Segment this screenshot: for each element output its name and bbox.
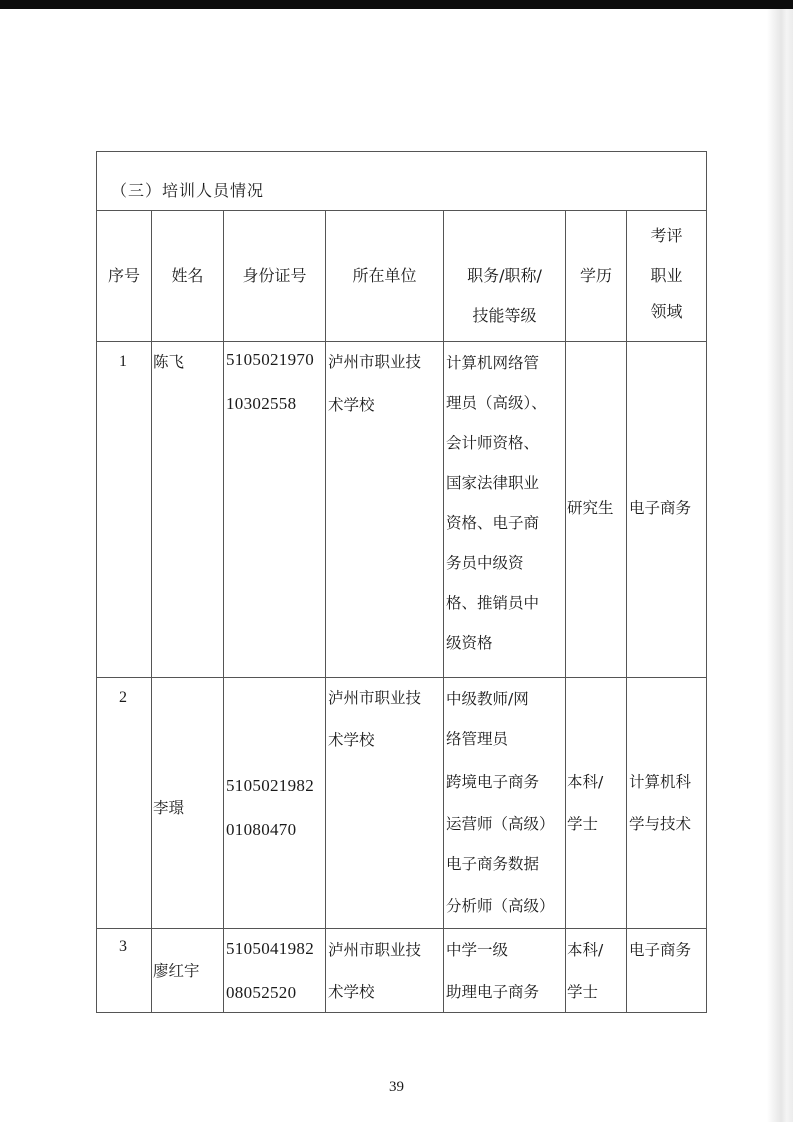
header-name: 姓名	[171, 266, 204, 285]
row2-id-line-2: 01080470	[226, 820, 297, 839]
row3-id-line-2: 08052520	[226, 983, 297, 1002]
col-divider-5	[565, 211, 566, 1012]
row1-position-line-5: 资格、电子商	[446, 514, 540, 532]
row1-position-line-3: 会计师资格、	[446, 434, 540, 452]
row1-position-line-8: 级资格	[446, 634, 493, 652]
row1-field: 电子商务	[629, 499, 692, 517]
header-field-line-1: 考评	[650, 226, 683, 245]
header-education: 学历	[579, 266, 612, 285]
header-seq: 序号	[107, 266, 140, 285]
row2-unit-line-2: 术学校	[328, 731, 375, 749]
row1-position-line-7: 格、推销员中	[446, 594, 540, 612]
row2-position-line-4: 运营师（高级）	[446, 815, 555, 833]
row3-position-line-1: 中学一级	[446, 941, 509, 959]
row1-position-line-1: 计算机网络管	[446, 354, 540, 372]
row2-education-line-1: 本科/	[567, 773, 604, 791]
row-divider-2	[97, 677, 706, 678]
row1-position-line-4: 国家法律职业	[446, 474, 540, 492]
header-id: 身份证号	[242, 266, 307, 285]
row3-id-line-1: 5105041982	[226, 939, 314, 958]
row2-position-line-1: 中级教师/网	[446, 690, 529, 708]
header-unit: 所在单位	[352, 266, 417, 285]
row1-position-line-6: 务员中级资	[446, 554, 524, 572]
section-title: （三）培训人员情况	[111, 181, 265, 200]
col-divider-6	[626, 211, 627, 1012]
row2-education-line-2: 学士	[567, 815, 599, 833]
row1-id-line-2: 10302558	[226, 394, 297, 413]
header-field-line-2: 职业	[650, 266, 683, 285]
row-divider-1	[97, 341, 706, 342]
row1-position-line-2: 理员（高级）、	[446, 394, 547, 412]
header-position-line-1: 职务/职称/	[467, 266, 542, 285]
row3-seq: 3	[119, 938, 127, 955]
row2-name: 李璟	[153, 799, 185, 817]
row1-education: 研究生	[567, 499, 614, 517]
row2-position-line-3: 跨境电子商务	[446, 773, 540, 791]
header-position-line-2: 技能等级	[472, 306, 537, 325]
row2-position-line-5: 电子商务数据	[446, 855, 540, 873]
row3-name: 廖红宇	[153, 962, 200, 980]
trainee-table	[96, 151, 707, 1013]
header-field-line-3: 领域	[650, 302, 683, 321]
scan-top-edge	[0, 0, 793, 9]
row2-unit-line-1: 泸州市职业技	[328, 689, 422, 707]
row1-id-line-1: 5105021970	[226, 350, 314, 369]
col-divider-1	[151, 211, 152, 1012]
row1-unit-line-2: 术学校	[328, 396, 375, 414]
col-divider-2	[223, 211, 224, 1012]
row-divider-3	[97, 928, 706, 929]
row3-position-line-2: 助理电子商务	[446, 983, 540, 1001]
row1-unit-line-1: 泸州市职业技	[328, 353, 422, 371]
table-title-row	[97, 152, 706, 211]
row3-education-line-1: 本科/	[567, 941, 604, 959]
row2-position-line-2: 络管理员	[446, 730, 509, 748]
col-divider-3	[325, 211, 326, 1012]
scan-right-edge	[767, 9, 793, 1122]
row1-seq: 1	[119, 353, 127, 370]
row1-name: 陈飞	[153, 353, 185, 371]
row2-seq: 2	[119, 689, 127, 706]
row3-field: 电子商务	[629, 941, 692, 959]
page-number: 39	[389, 1079, 404, 1095]
row3-education-line-2: 学士	[567, 983, 599, 1001]
row3-unit-line-2: 术学校	[328, 983, 375, 1001]
row3-unit-line-1: 泸州市职业技	[328, 941, 422, 959]
row2-id-line-1: 5105021982	[226, 776, 314, 795]
row2-field-line-1: 计算机科	[629, 773, 692, 791]
row2-position-line-6: 分析师（高级）	[446, 897, 555, 915]
row2-field-line-2: 学与技术	[629, 815, 692, 833]
